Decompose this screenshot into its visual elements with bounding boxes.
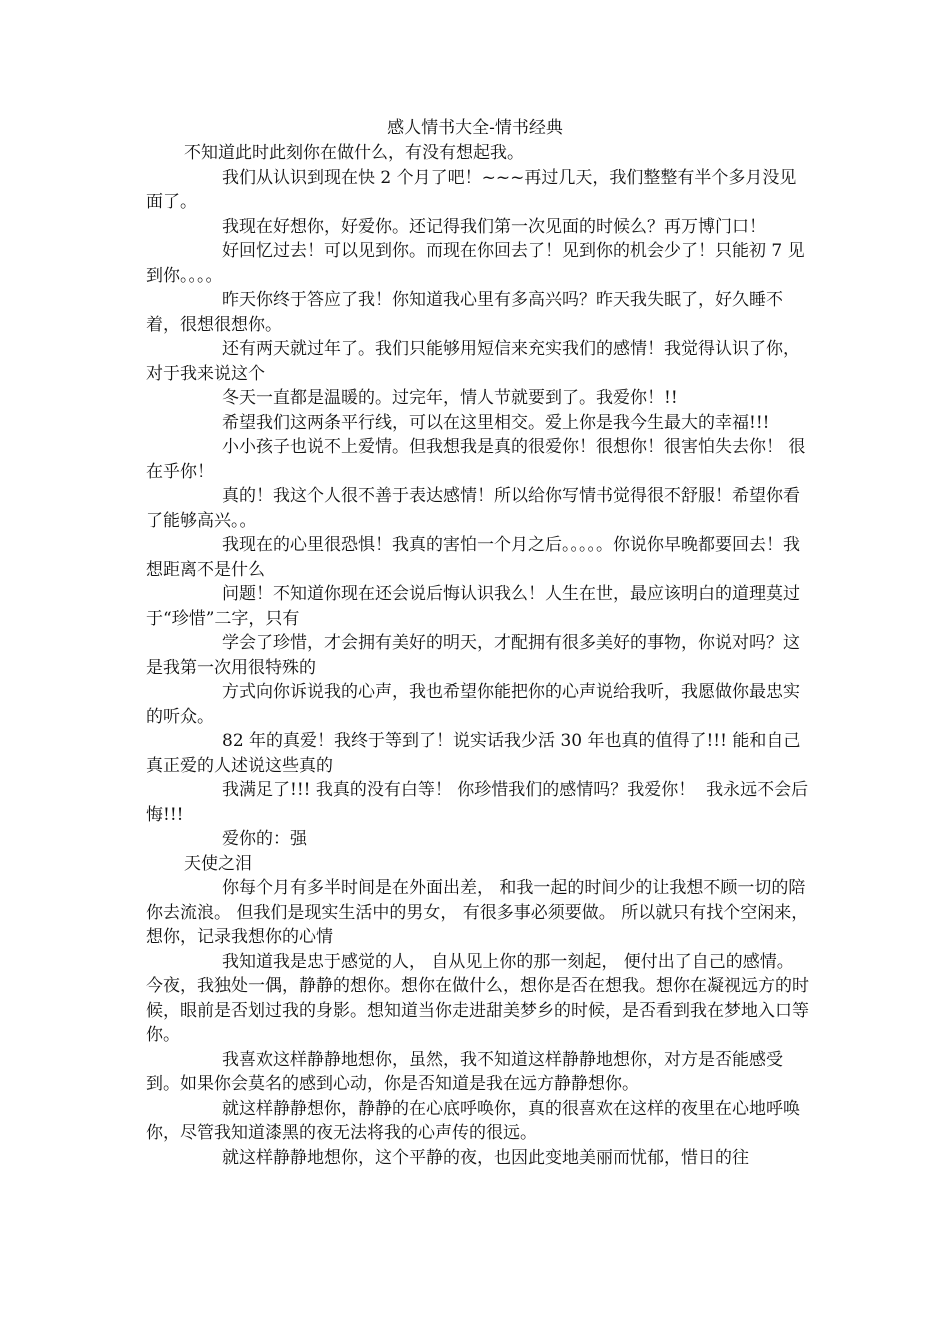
paragraph: 82 年的真爱！我终于等到了！说实话我少活 30 年也真的值得了!!! 能和自己真正爱的人述说这些真的 [146, 731, 801, 776]
paragraph: 问题！不知道你现在还会说后悔认识我么！人生在世，最应该明白的道理莫过于“珍惜”二字，只有 [146, 584, 800, 629]
paragraph: 真的！我这个人很不善于表达感情！所以给你写情书觉得很不舒服！希望你看了能够高兴。。 [146, 486, 800, 531]
paragraph: 冬天一直都是温暖的。过完年，情人节就要到了。我爱你！!! [222, 388, 678, 408]
section-heading: 天使之泪 [184, 853, 252, 874]
document-title: 感人情书大全-情书经典 [387, 118, 563, 138]
paragraph: 我现在好想你，好爱你。还记得我们第一次见面的时候么？再万博门口！ [222, 216, 766, 237]
paragraph: 我满足了!!! 我真的没有白等！ 你珍惜我们的感情吗？我爱你！ 我永远不会后悔!!! [146, 780, 809, 825]
paragraph: 我现在的心里很恐惧！我真的害怕一个月之后。。。。。你说你早晚都要回去！我想距离不是什么 [146, 535, 800, 580]
paragraph: 我喜欢这样静静地想你，虽然，我不知道这样静静地想你，对方是否能感受到。如果你会莫名的感到心动，你是否知道是我在远方静静想你。 [146, 1049, 783, 1094]
paragraph: 方式向你诉说我的心声，我也希望你能把你的心声说给我听，我愿做你最忠实的听众。 [146, 682, 800, 727]
paragraph: 还有两天就过年了。我们只能够用短信来充实我们的感情！我觉得认识了你，对于我来说这个 [146, 339, 800, 384]
paragraph: 就这样静静想你，静静的在心底呼唤你，真的很喜欢在这样的夜里在心地呼唤你，尽管我知道漆黑的夜无法将我的心声传的很远。 [146, 1098, 800, 1143]
paragraph: 昨天你终于答应了我！你知道我心里有多高兴吗？昨天我失眠了，好久睡不着，很想很想你。 [146, 290, 783, 335]
paragraph: 我们从认识到现在快 2 个月了吧！~~~再过几天，我们整整有半个多月没见面了。 [146, 167, 797, 212]
paragraph: 我知道我是忠于感觉的人， 自从见上你的那一刻起， 便付出了自己的感情。今夜，我独处一偶，静静的想你。想你在做什么，想你是否在想我。想你在凝视远方的时候，眼前是否划过我的身影。想知道当你走进甜美梦乡的时候，是否看到我在梦地入口等你。 [146, 951, 809, 1045]
paragraph: 小小孩子也说不上爱情。但我想我是真的很爱你！很想你！很害怕失去你！ 很在乎你！ [146, 437, 806, 482]
document-body [146, 141, 810, 1170]
paragraph: 好回忆过去！可以见到你。而现在你回去了！见到你的机会少了！只能初 7 见到你。。。。 [146, 241, 805, 286]
paragraph: 希望我们这两条平行线，可以在这里相交。爱上你是我今生最大的幸福!!! [222, 412, 770, 433]
paragraph: 学会了珍惜，才会拥有美好的明天，才配拥有很多美好的事物，你说对吗？这是我第一次用很特殊的 [146, 633, 800, 678]
paragraph: 你每个月有多半时间是在外面出差， 和我一起的时间少的让我想不顾一切的陪你去流浪。 但我们是现实生活中的男女， 有很多事必须要做。 所以就只有找个空闲来，想你，记录我想你的心情 [146, 878, 809, 947]
paragraph: 就这样静静地想你，这个平静的夜，也因此变地美丽而忧郁，惜日的往 [222, 1147, 749, 1168]
paragraph: 不知道此时此刻你在做什么，有没有想起我。 [184, 143, 524, 163]
signature-line: 爱你的：强 [222, 829, 307, 849]
